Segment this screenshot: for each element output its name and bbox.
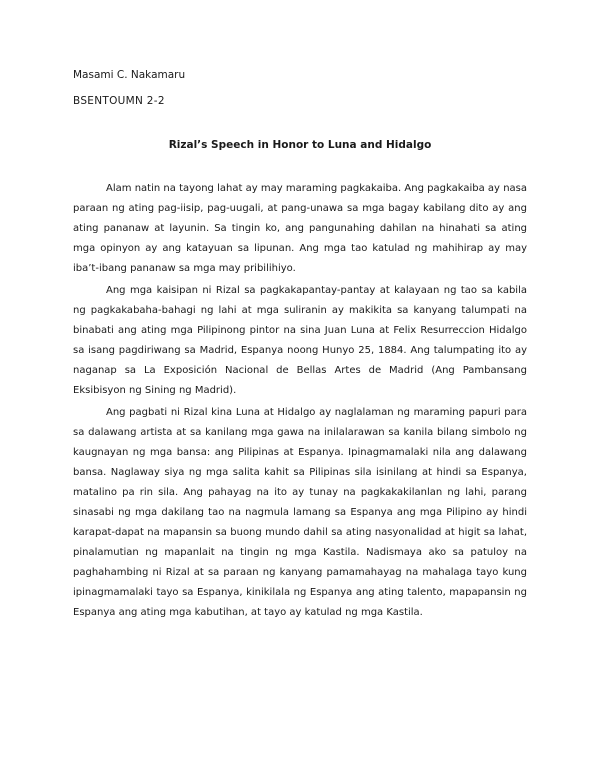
document-title: Rizal’s Speech in Honor to Luna and Hidalgo xyxy=(168,139,432,151)
paragraph-3: Ang pagbati ni Rizal kina Luna at Hidalgo ay naglalaman ng maraming papuri para sa dalawang artista at sa kanilang mga gawa na inilalarawan sa kanila bilang simbolo ng kaugnayan ng mga bansa: ang Pilipinas at Espanya. Ipinagmamalaki nila ang dalawang bansa. Naglaway siya ng mga salita kahit sa Pilipinas sila isinilang at hindi sa Espanya, matalino pa rin sila. Ang pahayag na ito ay tunay na pagkakakilanlan ng lahi, parang sinasabi ng mga dakilang tao na nagmula lamang sa Espanya ang mga Pilipino ay hindi karapat-dapat na mapansin sa buong mundo dahil sa ating nasyonalidad at higit sa lahat, pinalamutian ng mapanlait na tingin ng mga Kastila. Nadismaya ako sa patuloy na paghahambing ni Rizal at sa paraan ng kanyang pamamahayag na mahalaga tayo kung ipinagmamalaki tayo sa Espanya, kinikilala ng Espanya ang ating talento, mapapansin ng Espanya ang ating mga kabutihan, at tayo ay katulad ng mga Kastila. xyxy=(73,407,527,618)
section-label: BSENTOUMN 2-2 xyxy=(73,95,165,107)
body-text xyxy=(73,179,527,625)
paragraph-2: Ang mga kaisipan ni Rizal sa pagkakapantay-pantay at kalayaan ng tao sa kabila ng pagkakabaha-bahagi ng lahi at mga suliranin ay makikita sa kanyang talumpati na binabati ang ating mga Pilipinong pintor na sina Juan Luna at Felix Resurreccion Hidalgo sa isang pagdiriwang sa Madrid, Espanya noong Hunyo 25, 1884. Ang talumpating ito ay naganap sa La Exposición Nacional de Bellas Artes de Madrid (Ang Pambansang Eksibisyon ng Sining ng Madrid). xyxy=(73,285,527,396)
author-name: Masami C. Nakamaru xyxy=(73,69,186,81)
paragraph-1: Alam natin na tayong lahat ay may maraming pagkakaiba. Ang pagkakaiba ay nasa paraan ng ating pag-iisip, pag-uugali, at pang-unawa sa mga bagay kabilang dito ay ang ating pananaw at layunin. Sa tingin ko, ang pangunahing dahilan na hinahati sa ating mga opinyon ay ang katayuan sa lipunan. Ang mga tao katulad ng mahihirap ay may iba’t-ibang pananaw sa mga may pribilihiyo. xyxy=(73,183,527,274)
